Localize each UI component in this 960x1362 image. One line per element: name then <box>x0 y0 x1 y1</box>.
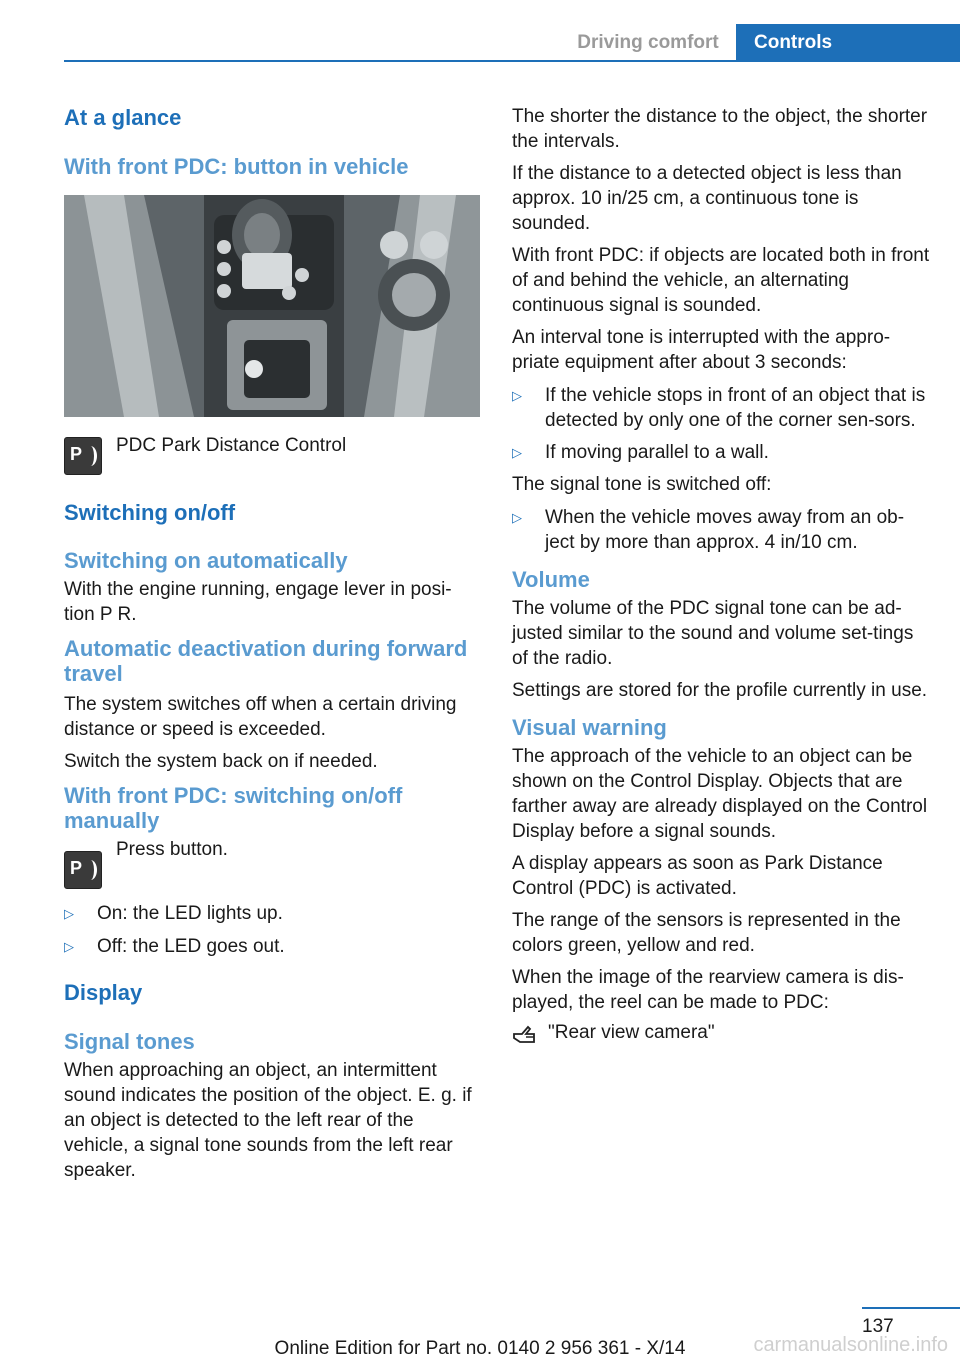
heading-display: Display <box>64 980 143 1005</box>
bullet-corner-sensors <box>512 383 932 433</box>
text-continuous-tone: If the distance to a detected object is less than approx. 10 in/25 cm, a continuous tone is sounded. <box>512 163 902 234</box>
text-visual-3: The range of the sensors is represented in the colors green, yellow and red. <box>512 910 901 956</box>
bullet-led-on <box>64 901 482 926</box>
bullet-text: Off: the LED goes out. <box>97 936 285 957</box>
bullet-moves-away <box>512 505 932 555</box>
pdc-caption-row <box>64 437 482 481</box>
text-switched-off: The signal tone is switched off: <box>512 474 772 495</box>
bullet-led-off <box>64 934 482 959</box>
watermark: carmanualsonline.info <box>753 1334 948 1356</box>
text-visual-4: When the image of the rearview camera is dis‐played, the reel can be made to PDC: <box>512 967 904 1013</box>
text-settings-stored: Settings are stored for the profile currently in use. <box>512 680 928 701</box>
text-volume: The volume of the PDC signal tone can be ad‐justed similar to the sound and volume set‐tings of the radio. <box>512 598 914 669</box>
rear-view-camera-row <box>512 1022 932 1047</box>
heading-at-a-glance: At a glance <box>64 105 182 130</box>
text-shorter-distance: The shorter the distance to the object, the shorter the intervals. <box>512 106 928 152</box>
bullet-triangle-icon: ▷ <box>512 445 522 460</box>
console-photo <box>64 195 480 417</box>
text-signal-tones: When approaching an object, an intermittent sound indicates the position of the object. E. g. if an object is detected to the left rear of the vehicle, a signal tone sounds from the left rear speaker. <box>64 1060 472 1181</box>
footer-edition: Online Edition for Part no. 0140 2 956 361 - X/14 <box>274 1338 686 1359</box>
text-switch-back-on: Switch the system back on if needed. <box>64 751 378 772</box>
bullet-text: If moving parallel to a wall. <box>545 442 769 463</box>
heading-visual-warning: Visual warning <box>512 715 667 740</box>
bullet-triangle-icon: ▷ <box>512 510 522 525</box>
left-column <box>64 100 482 1183</box>
bullet-text: When the vehicle moves away from an ob‐ject by more than approx. 4 in/10 cm. <box>545 507 905 553</box>
page-number: 137 <box>862 1316 894 1337</box>
heading-switching-on-off: Switching on/off <box>64 500 236 525</box>
right-column <box>512 104 932 1047</box>
heading-automatic-deactivation: Automatic deactivation during forward travel <box>64 636 468 686</box>
pdc-button-icon-2: P <box>64 851 102 889</box>
header-section: Driving comfort <box>577 32 719 53</box>
pdc-button-icon: P <box>64 437 102 475</box>
heading-front-pdc-button: With front PDC: button in vehicle <box>64 154 409 179</box>
heading-volume: Volume <box>512 567 590 592</box>
text-visual-1: The approach of the vehicle to an object can be shown on the Control Display. Objects that are farther away are already displayed on the Control Display before a signal sounds. <box>512 746 928 842</box>
heading-switching-on-automatically: Switching on automatically <box>64 548 348 573</box>
bullet-triangle-icon: ▷ <box>512 388 522 403</box>
text-auto-on: With the engine running, engage lever in posi‐tion P R. <box>64 579 452 625</box>
text-auto-off: The system switches off when a certain driving distance or speed is exceeded. <box>64 694 457 740</box>
pdc-caption: PDC Park Distance Control <box>116 435 347 456</box>
press-button-text: Press button. <box>116 839 228 860</box>
heading-signal-tones: Signal tones <box>64 1029 195 1054</box>
hand-pointer-icon <box>512 1024 538 1046</box>
bullet-triangle-icon: ▷ <box>64 906 74 921</box>
bullet-text: If the vehicle stops in front of an object that is detected by only one of the corner sen‐sors. <box>545 385 926 431</box>
bullet-text: On: the LED lights up. <box>97 903 283 924</box>
footer-rule <box>862 1307 960 1309</box>
rear-view-camera-label: "Rear view camera" <box>548 1022 715 1043</box>
text-visual-2: A display appears as soon as Park Distance Control (PDC) is activated. <box>512 853 883 899</box>
press-button-row <box>64 837 482 881</box>
header-rule <box>64 60 960 62</box>
header-tab-controls: Controls <box>736 24 960 62</box>
bullet-triangle-icon: ▷ <box>64 939 74 954</box>
heading-switching-manually: With front PDC: switching on/off manually <box>64 783 403 833</box>
bullet-parallel-wall <box>512 440 932 465</box>
text-alternating-signal: With front PDC: if objects are located both in front of and behind the vehicle, an alternating continuous signal is sounded. <box>512 245 930 316</box>
text-interval-interrupted: An interval tone is interrupted with the appro‐priate equipment after about 3 seconds: <box>512 327 891 373</box>
